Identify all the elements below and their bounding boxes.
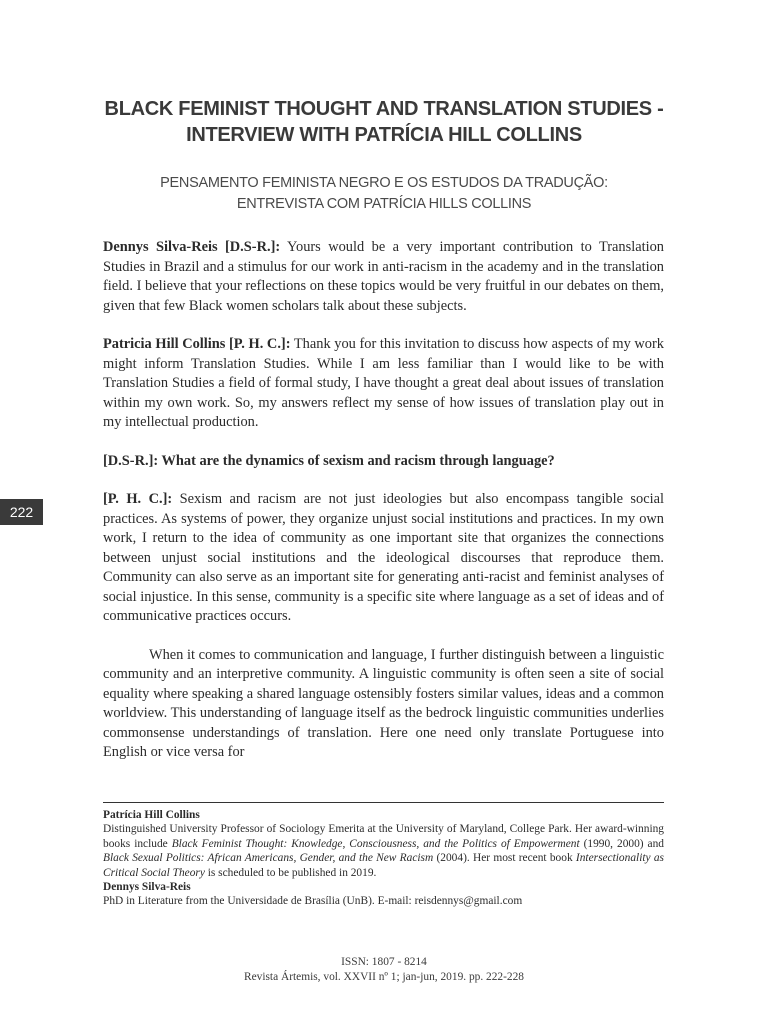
issn-line: ISSN: 1807 - 8214: [341, 956, 427, 968]
interview-question: [D.S-R.]: What are the dynamics of sexism and racism through language?: [103, 452, 555, 469]
footnote-author-bio: PhD in Literature from the Universidade de Brasília (UnB). E-mail: reisdennys@gmail.com: [103, 895, 523, 908]
bio-text: Distinguished University Professor of Sociology Emerita at the University of Maryland, College Park. Her award-winning books include: [103, 823, 664, 850]
speaker-label: Dennys Silva-Reis [D.S-R.]:: [103, 239, 281, 255]
footnote-author-name: Patrícia Hill Collins: [103, 809, 200, 821]
bio-text: is scheduled to be published in 2019.: [204, 866, 377, 879]
article-subtitle: [60, 173, 708, 215]
interview-body: [103, 238, 664, 782]
paragraph-text: Sexism and racism are not just ideologies but also encompass tangible social practices. As systems of power, they organize unjust social institutions and practices. In my own work, I return to the idea of community as one important site that organizes the connections between unjust social institutions and the ideological discourses that reproduce them. Community can also serve as an important site for generating anti-racist and feminist analyses of social injustice. In this sense, community is a specific site where language as a set of ideas and of communicative practices occurs.: [103, 491, 664, 624]
paragraph-2: [103, 335, 664, 433]
bio-text: (1990, 2000) and: [579, 837, 664, 850]
citation-line: Revista Ártemis, vol. XXVII nº 1; jan-jun, 2019. pp. 222-228: [243, 971, 525, 983]
paragraph-text: Thank you for this invitation to discuss how aspects of my work might inform Translation Studies. While I am less familiar than I would like to be with Translation Studies a field of formal study, I have thought a great deal about issues of translation within my own work. So, my answers reflect my sense of how issues of translation play out in my intellectual production.: [103, 336, 664, 430]
journal-footer: [0, 955, 768, 985]
book-title: Black Feminist Thought: Knowledge, Consciousness, and the Politics of Empowerment: [171, 837, 580, 850]
book-title: Black Sexual Politics: African Americans, Gender, and the New Racism: [103, 852, 434, 865]
footnote-author-bio: [103, 822, 664, 880]
bio-text: (2004). Her most recent book: [433, 852, 576, 865]
subtitle-line-2: ENTREVISTA COM PATRÍCIA HILLS COLLINS: [236, 196, 532, 212]
subtitle-line-1: PENSAMENTO FEMINISTA NEGRO E OS ESTUDOS DA TRADUÇÃO:: [160, 175, 608, 191]
footnote-divider: [103, 802, 664, 803]
paragraph-4: When it comes to communication and language, I further distinguish between a linguistic community and an interpretive community. A linguistic community is often seen a site of social equality where speaking a shared language ostensibly fosters similar values, ideas and a common worldview. This understanding of language itself as the bedrock linguistic communities underlies commonsense understandings of translation. Here one need only translate Portuguese into English or vice versa for: [103, 646, 664, 760]
book-title: Intersectionality as Critical Social Theory: [103, 852, 664, 879]
speaker-label: [P. H. C.]:: [103, 491, 173, 507]
paragraph-text: Yours would be a very important contribution to Translation Studies in Brazil and a stimulus for our work in anti-racism in the academy and in the translation field. I believe that your reflections on these topics would be very fruitful in our debates on them, given that few Black women scholars talk about these subjects.: [103, 239, 664, 314]
author-footnotes: [103, 808, 664, 909]
page-number-badge: 222: [0, 499, 43, 525]
paragraph-3: [103, 490, 664, 627]
speaker-label: Patricia Hill Collins [P. H. C.]:: [103, 336, 291, 352]
paragraph-1: [103, 238, 664, 316]
article-title: BLACK FEMINIST THOUGHT AND TRANSLATION STUDIES - INTERVIEW WITH PATRÍCIA HILL COLLINS: [104, 98, 664, 146]
footnote-author-name: Dennys Silva-Reis: [103, 881, 191, 894]
